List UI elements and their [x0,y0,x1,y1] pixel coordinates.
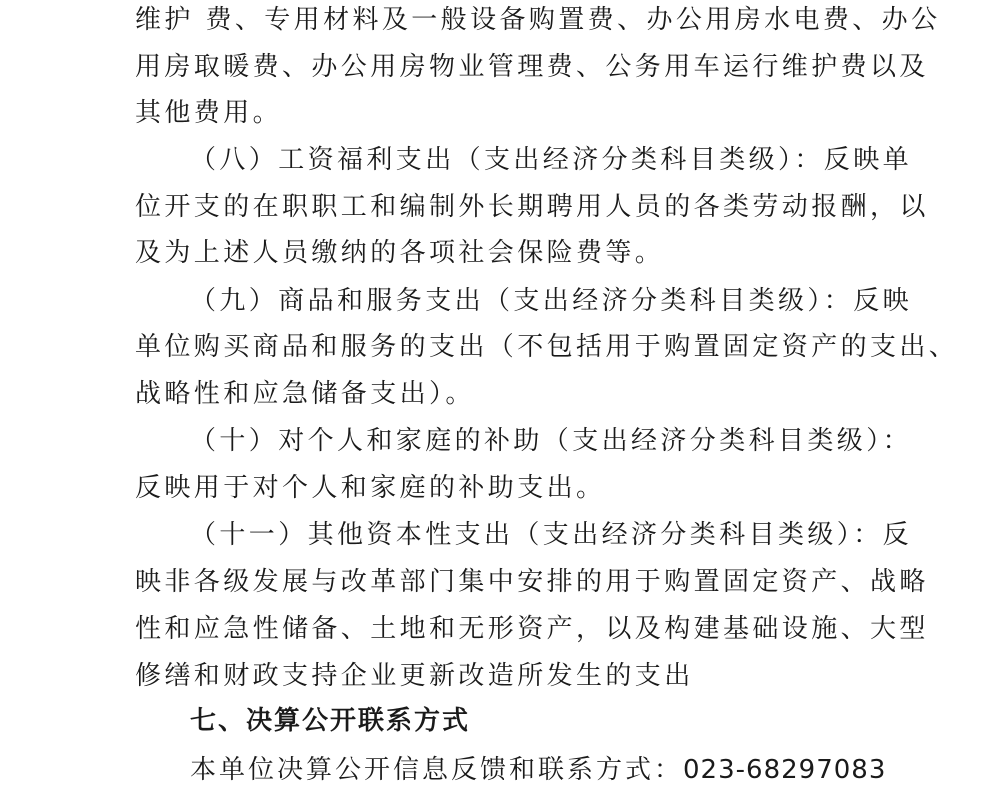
text-line: 反映用于对个人和家庭的补助支出。 [135,473,606,503]
text-line: 及为上述人员缴纳的各项社会保险费等。 [135,238,665,268]
text-line: 其他费用。 [135,98,283,128]
text-line: 单位购买商品和服务的支出（不包括用于购置固定资产的支出、 [135,332,959,362]
text-line: 映非各级发展与改革部门集中安排的用于购置固定资产、战略 [135,567,929,597]
paragraph-item-10-start: （十）对个人和家庭的补助（支出经济分类科目类级）： [190,426,913,456]
contact-phone: 023-68297083 [683,755,887,785]
contact-line [190,755,886,785]
text-line: 战略性和应急储备支出）。 [135,379,475,409]
text-line: 修缮和财政支持企业更新改造所发生的支出 [135,661,694,691]
text-line: 性和应急性储备、土地和无形资产，以及构建基础设施、大型 [135,614,929,644]
paragraph-item-9-start: （九）商品和服务支出（支出经济分类科目类级）：反映 [190,286,913,316]
contact-label: 本单位决算公开信息反馈和联系方式： [190,755,684,785]
text-line: 用房取暖费、办公用房物业管理费、公务用车运行维护费以及 [135,52,929,82]
section-heading: 七、决算公开联系方式 [190,706,471,736]
paragraph-item-11-start: （十一）其他资本性支出（支出经济分类科目类级）：反 [190,520,913,550]
paragraph-item-8-start: （八）工资福利支出（支出经济分类科目类级）：反映单 [190,145,913,175]
text-line: 维护 费、专用材料及一般设备购置费、办公用房水电费、办公 [135,5,941,35]
text-line: 位开支的在职职工和编制外长期聘用人员的各类劳动报酬，以 [135,192,929,222]
